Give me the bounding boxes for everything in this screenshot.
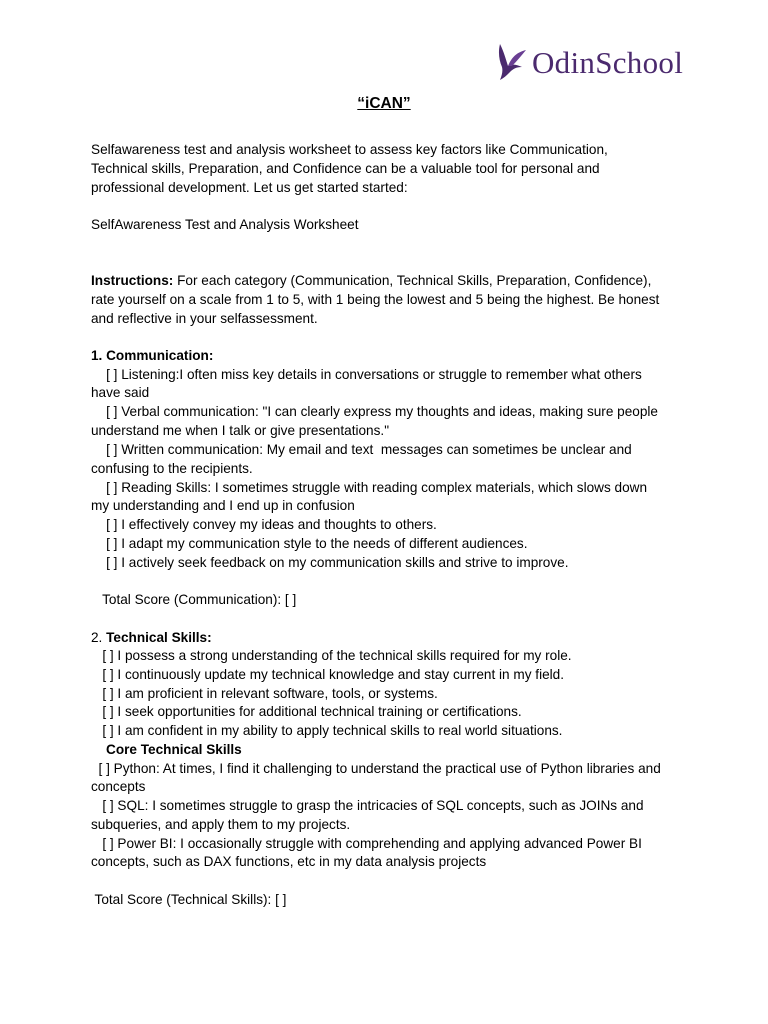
communication-item: confusing to the recipients.: [91, 461, 253, 476]
communication-item: [ ] Written communication: My email and text messages can sometimes be unclear and: [91, 442, 632, 457]
page-title: “iCAN”: [357, 95, 411, 112]
communication-heading: 1. Communication:: [91, 348, 214, 363]
worksheet-title: SelfAwareness Test and Analysis Worksheet: [91, 217, 359, 232]
technical-item: [ ] I possess a strong understanding of the technical skills required for my role.: [91, 648, 572, 663]
technical-item: [ ] I continuously update my technical knowledge and stay current in my field.: [91, 667, 565, 682]
communication-item: my understanding and I end up in confusion: [91, 498, 355, 513]
intro-line: professional development. Let us get started started:: [91, 180, 408, 195]
communication-total: Total Score (Communication): [ ]: [91, 592, 297, 607]
communication-item: [ ] Reading Skills: I sometimes struggle with reading complex materials, which slows down: [91, 480, 648, 495]
logo-text: OdinSchool: [532, 44, 684, 80]
technical-item: [ ] I seek opportunities for additional technical training or certifications.: [91, 704, 522, 719]
bird-icon: [494, 42, 530, 82]
instructions-text: For each category (Communication, Technical Skills, Preparation, Confidence),: [173, 273, 652, 288]
instructions-line: rate yourself on a scale from 1 to 5, with 1 being the lowest and 5 being the highest. Be honest: [91, 292, 660, 307]
technical-item: [ ] I am confident in my ability to apply technical skills to real world situations.: [91, 723, 563, 738]
communication-item: have said: [91, 385, 150, 400]
instructions-line: [91, 274, 691, 288]
technical-heading-line: [91, 631, 691, 645]
intro-line: Selfawareness test and analysis worksheet to assess key factors like Communication,: [91, 142, 608, 157]
instructions-label: Instructions:: [91, 273, 174, 288]
communication-item: [ ] Listening:I often miss key details in conversations or struggle to remember what others: [91, 367, 642, 382]
communication-item: [ ] Verbal communication: "I can clearly express my thoughts and ideas, making sure people: [91, 404, 658, 419]
technical-item: concepts: [91, 779, 146, 794]
instructions-line: and reflective in your selfassessment.: [91, 311, 318, 326]
core-skills-heading: Core Technical Skills: [106, 742, 242, 757]
technical-heading: Technical Skills:: [106, 630, 212, 645]
technical-item: [ ] I am proficient in relevant software, tools, or systems.: [91, 686, 438, 701]
technical-total: Total Score (Technical Skills): [ ]: [91, 892, 287, 907]
communication-item: understand me when I talk or give presentations.": [91, 423, 390, 438]
technical-item: [ ] Python: At times, I find it challenging to understand the practical use of Python libraries and: [91, 761, 661, 776]
communication-item: [ ] I adapt my communication style to the needs of different audiences.: [91, 536, 528, 551]
technical-item: [ ] SQL: I sometimes struggle to grasp the intricacies of SQL concepts, such as JOINs and: [91, 798, 644, 813]
communication-item: [ ] I effectively convey my ideas and thoughts to others.: [91, 517, 437, 532]
technical-item: subqueries, and apply them to my projects.: [91, 817, 351, 832]
technical-item: concepts, such as DAX functions, etc in my data analysis projects: [91, 854, 487, 869]
communication-item: [ ] I actively seek feedback on my communication skills and strive to improve.: [91, 555, 569, 570]
technical-number: 2.: [91, 630, 107, 645]
intro-line: Technical skills, Preparation, and Confidence can be a valuable tool for personal and: [91, 161, 600, 176]
odinschool-logo: [494, 42, 683, 82]
technical-item: [ ] Power BI: I occasionally struggle with comprehending and applying advanced Power BI: [91, 836, 642, 851]
